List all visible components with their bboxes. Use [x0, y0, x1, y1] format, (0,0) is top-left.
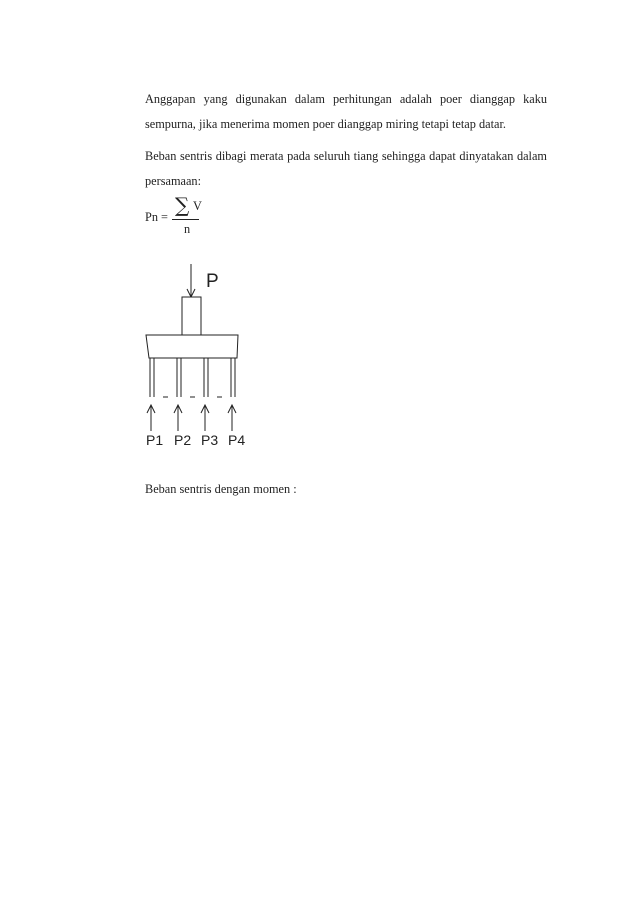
sigma-symbol: ∑ [175, 193, 190, 217]
pile-label-p2: P2 [174, 432, 192, 448]
equation-numerator: V [193, 199, 202, 213]
pile-label-p3: P3 [201, 432, 219, 448]
pile-label-p1: P1 [146, 432, 164, 448]
column [182, 297, 201, 335]
paragraph-central-load: Beban sentris dibagi merata pada seluruh tiang sehingga dapat dinyatakan dalam persamaan: [145, 149, 547, 188]
equation-lhs: Pn = [145, 210, 168, 224]
piles [150, 358, 235, 397]
equation-denominator: n [184, 222, 191, 236]
paragraph-assumption: Anggapan yang digunakan dalam perhitungan adalah poer dianggap kaku sempurna, jika menerima momen poer dianggap miring tetapi tetap datar. [145, 92, 547, 131]
pile-label-p4: P4 [228, 432, 246, 448]
load-label: P [206, 271, 219, 292]
pile-cap [146, 335, 238, 358]
paragraph-central-load-moment: Beban sentris dengan momen : [145, 482, 297, 496]
reaction-arrows [147, 405, 236, 431]
